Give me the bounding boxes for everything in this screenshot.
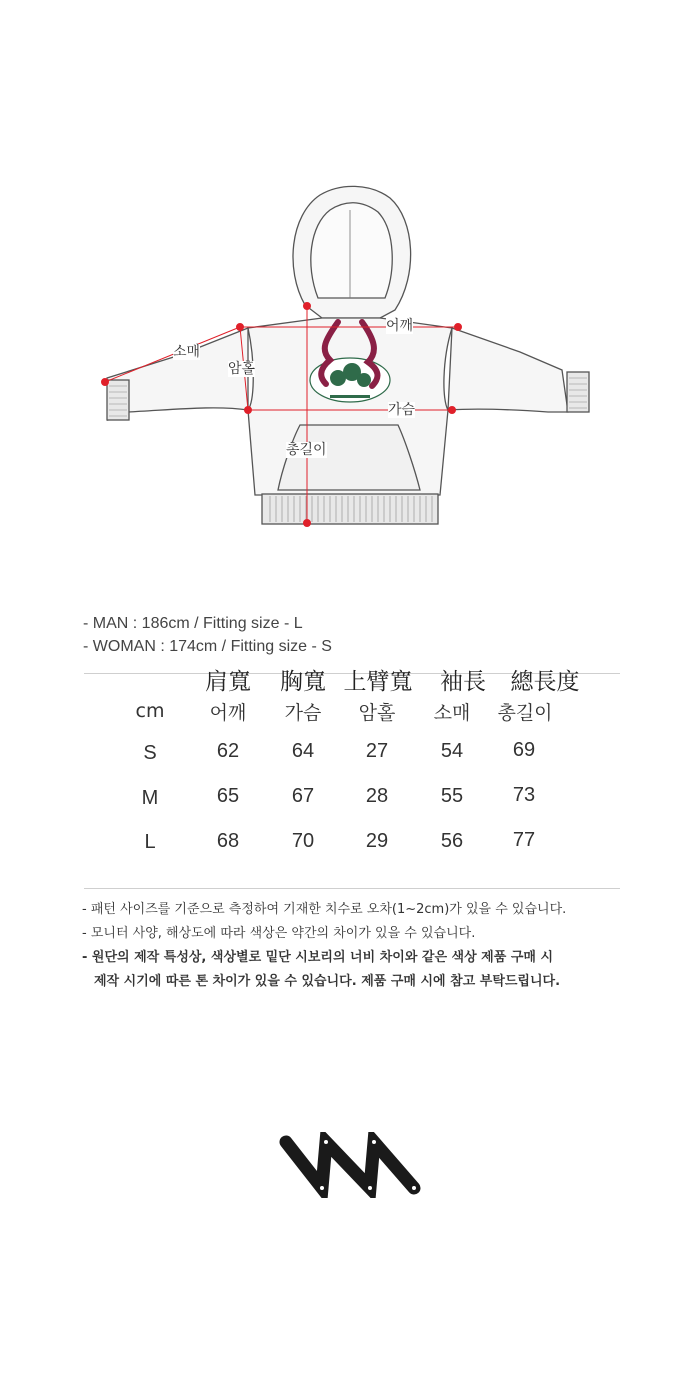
hanja-armhole: 上臂寬 <box>343 669 413 695</box>
header-shoulder: 어깨 <box>209 702 247 724</box>
note-item: - 패턴 사이즈를 기준으로 측정하여 기재한 치수로 오차(1~2cm)가 있을 수 있습니다. <box>82 902 567 917</box>
sleeve-label: 소매 <box>173 344 201 360</box>
s-chest: 64 <box>291 740 315 762</box>
header-chest: 가슴 <box>284 702 322 724</box>
m-armhole: 28 <box>365 785 389 807</box>
l-shoulder: 68 <box>216 830 240 852</box>
l-length: 77 <box>512 829 536 851</box>
header-armhole: 암홀 <box>358 702 396 724</box>
table-bottom-divider <box>84 888 620 889</box>
header-sleeve: 소매 <box>433 702 471 724</box>
l-armhole: 29 <box>365 830 389 852</box>
m-chest: 67 <box>291 785 315 807</box>
hanja-length: 總長度 <box>510 669 580 695</box>
armhole-label: 암홀 <box>228 361 256 377</box>
fitting-woman: - WOMAN : 174cm / Fitting size - S <box>83 638 332 655</box>
brand-logo-icon <box>278 1132 422 1198</box>
size-s: S <box>143 742 157 764</box>
fitting-man: - MAN : 186cm / Fitting size - L <box>83 615 303 632</box>
s-sleeve: 54 <box>440 740 464 762</box>
notes <box>82 898 566 994</box>
size-m: M <box>141 787 159 809</box>
fitting-info <box>83 612 332 658</box>
hem-rib <box>262 494 438 524</box>
header-length: 총길이 <box>497 702 553 724</box>
l-sleeve: 56 <box>440 830 464 852</box>
hanja-chest: 胸寬 <box>280 669 326 695</box>
note-item: 제작 시기에 따른 톤 차이가 있을 수 있습니다. 제품 구매 시에 참고 부탁드립니다. <box>94 974 561 989</box>
s-length: 69 <box>512 739 536 761</box>
s-shoulder: 62 <box>216 740 240 762</box>
size-l: L <box>144 831 156 853</box>
shoulder-label: 어깨 <box>386 318 414 334</box>
hoodie-diagram <box>0 170 700 540</box>
hanja-shoulder: 肩寬 <box>205 669 251 695</box>
right-sleeve <box>448 328 568 412</box>
l-chest: 70 <box>291 830 315 852</box>
hood-inner <box>311 203 392 298</box>
m-shoulder: 65 <box>216 785 240 807</box>
s-armhole: 27 <box>365 740 389 762</box>
unit-label: cm <box>135 700 165 722</box>
chest-label: 가슴 <box>388 402 416 418</box>
note-item: - 원단의 제작 특성상, 색상별로 밑단 시보리의 너비 차이와 같은 색상 제품 구매 시 <box>82 950 554 965</box>
length-label: 총길이 <box>286 442 327 458</box>
hanja-sleeve: 袖長 <box>440 669 486 695</box>
m-length: 73 <box>512 784 536 806</box>
m-sleeve: 55 <box>440 785 464 807</box>
note-item: - 모니터 사양, 해상도에 따라 색상은 약간의 차이가 있을 수 있습니다. <box>82 926 476 941</box>
